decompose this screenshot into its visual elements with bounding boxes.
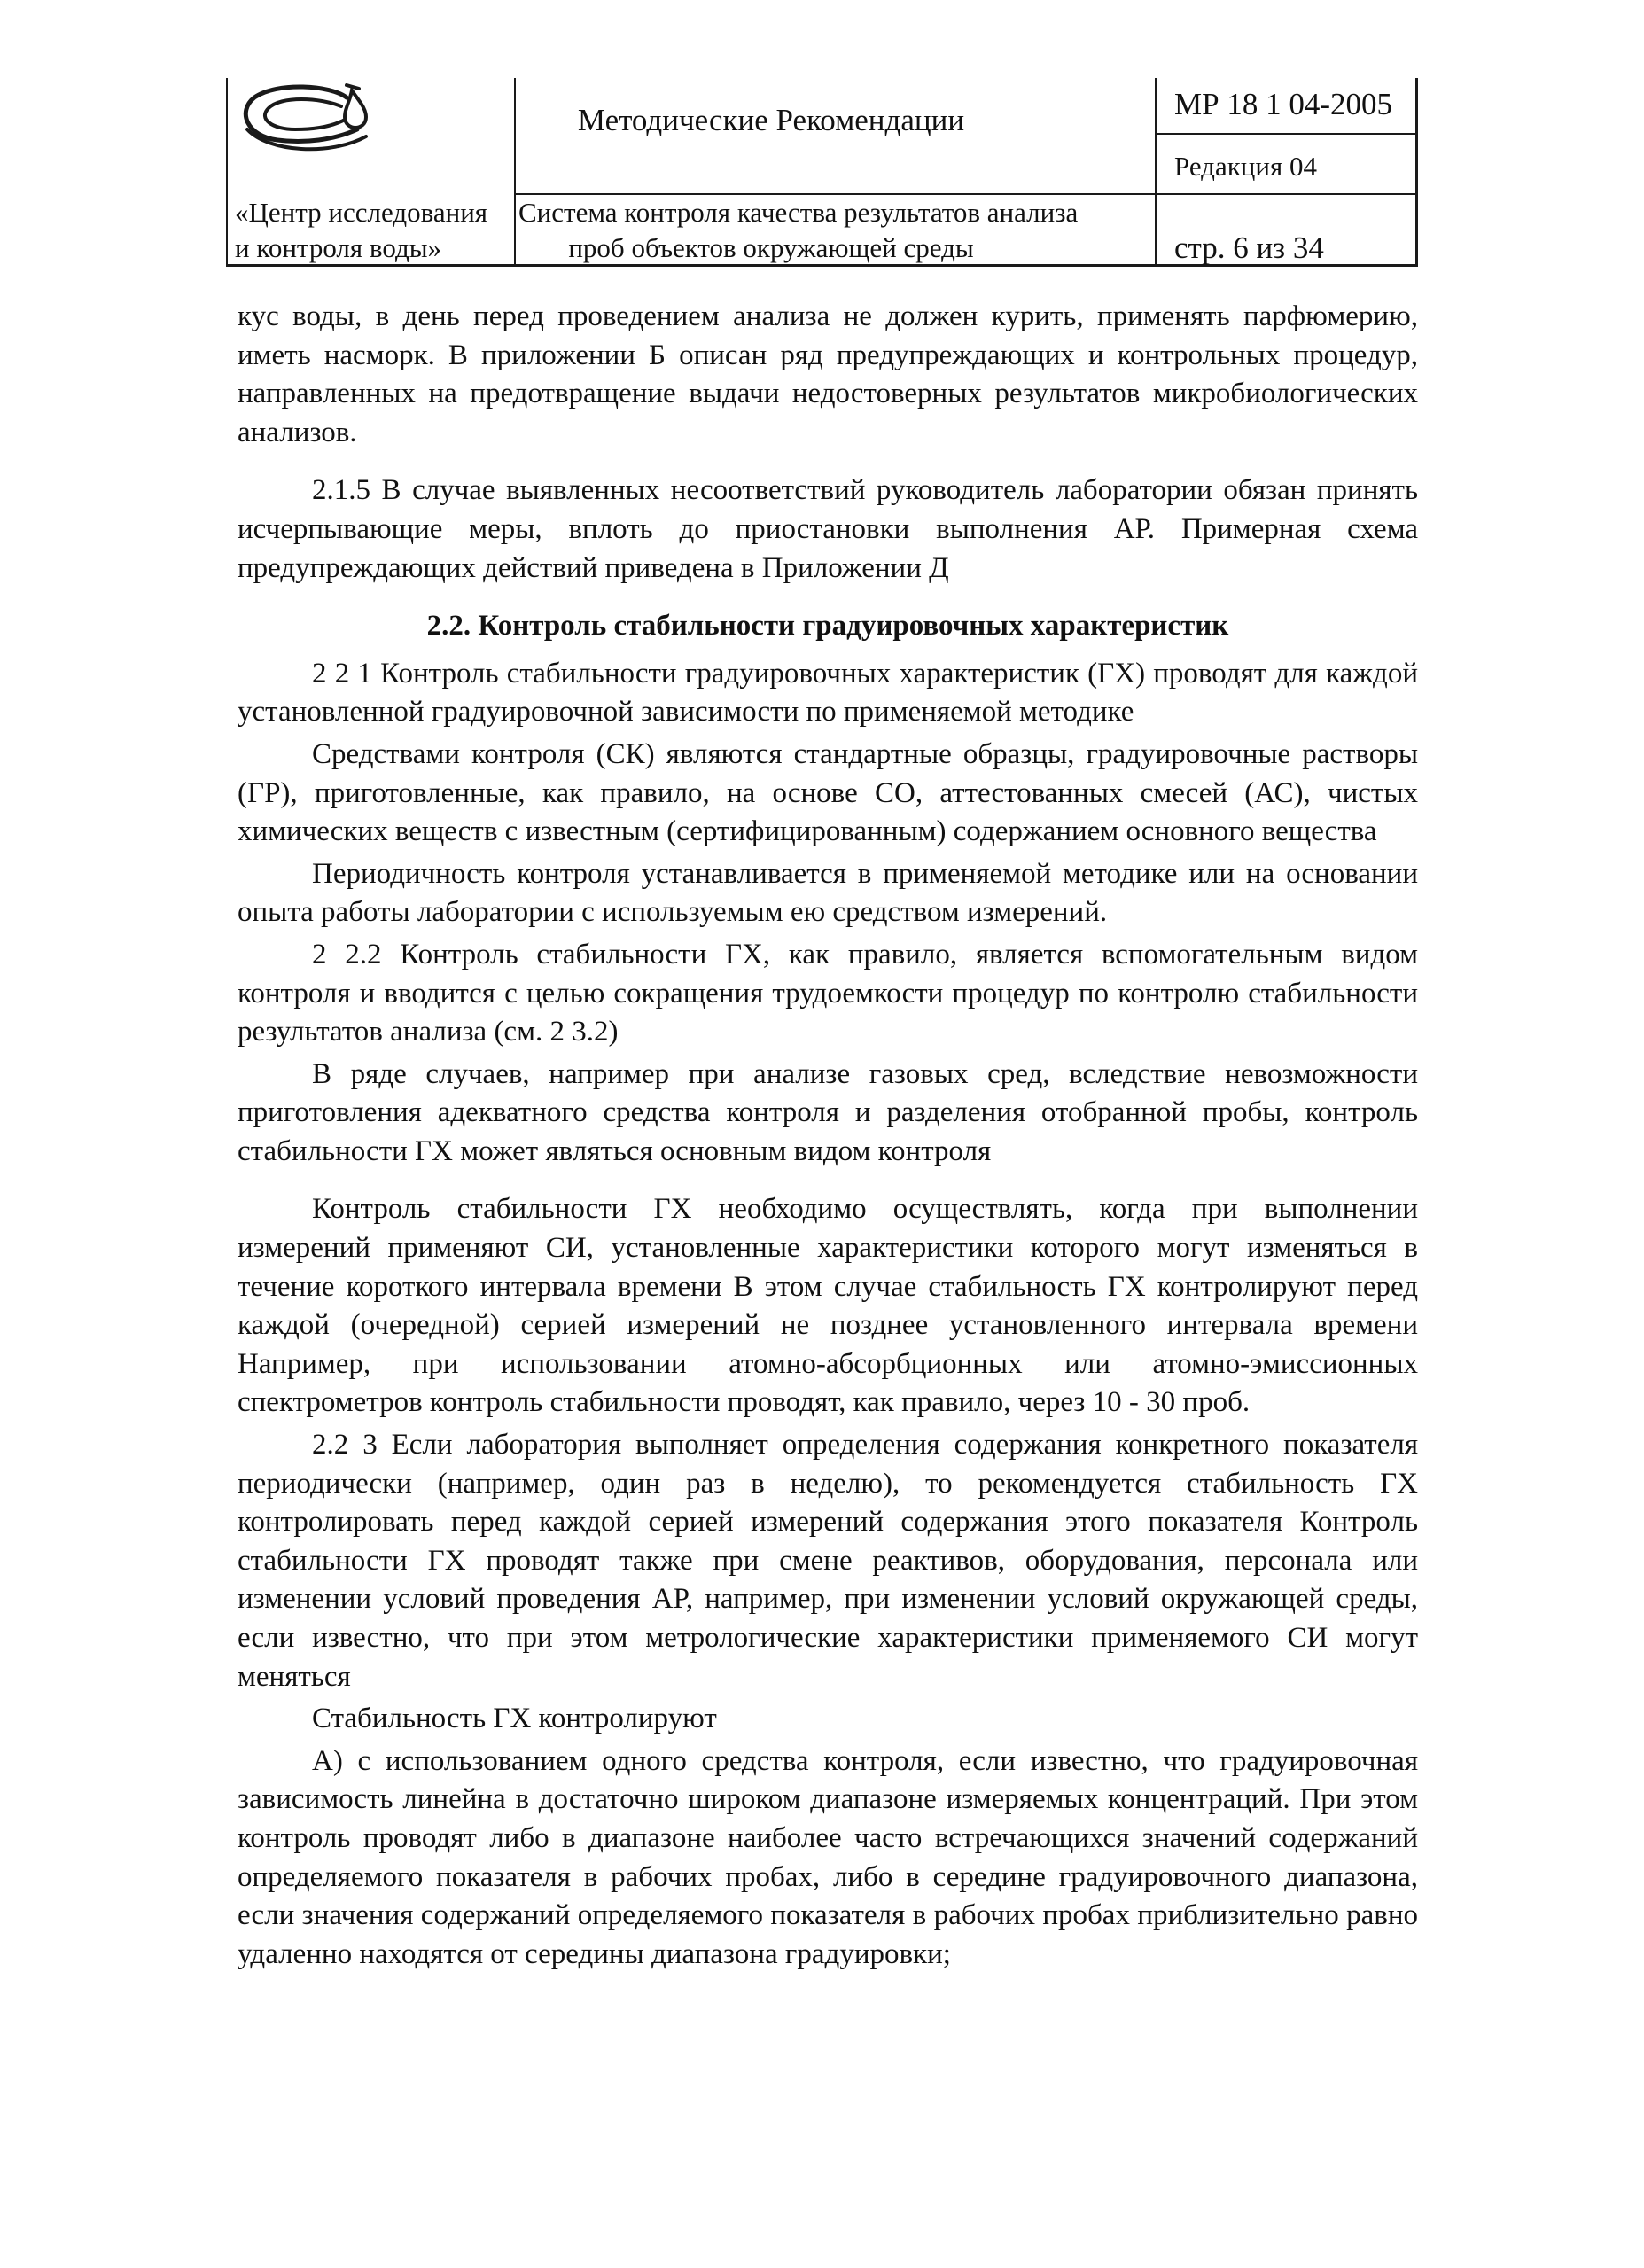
page-number: стр. 6 из 34	[1174, 230, 1324, 265]
header-edition-rule	[1155, 133, 1418, 135]
organization-name-line-1: «Центр исследования	[235, 197, 488, 228]
paragraph-method-a: А) с использованием одного средства контроля, если известно, что градуировочная зависимость линейна в достаточно широком диапазоне измеряемых концентраций. При этом контроль проводят либо в диапазоне наиболее часто встречающихся значений содержаний определяемого показателя в рабочих пробах, либо в середине градуировочного диапазона, если значения содержаний определяемого показателя в рабочих пробах приблизительно равно удаленно находятся от середины диапазона градуировки;	[238, 1744, 1418, 1970]
organization-name	[235, 195, 487, 266]
paragraph-gas-media: В ряде случаев, например при анализе газовых сред, вследствие невозможности приготовления адекватного средства контроля и разделения отобранной пробы, контроль стабильности ГХ может являться основным видом контроля	[238, 1057, 1418, 1167]
section-heading-2-2: 2.2. Контроль стабильности градуировочных характеристик	[426, 610, 1229, 643]
header-left-border	[226, 78, 228, 266]
paragraph-2-1-5: 2.1.5 В случае выявленных несоответствий руководитель лаборатории обязан принять исчерпывающие меры, вплоть до приостановки выполнения АР. Примерная схема предупреждающих действий приведена в Приложении Д	[238, 474, 1418, 584]
header-right-border	[1415, 78, 1418, 266]
document-type: Методические Рекомендации	[577, 103, 965, 137]
document-title	[518, 195, 1079, 266]
water-center-logo-icon	[242, 78, 375, 160]
document-title-line-2: проб объектов окружающей среды	[568, 232, 974, 263]
paragraph-stability-control: Контроль стабильности ГХ необходимо осуществлять, когда при выполнении измерений применяют СИ, установленные характеристики которого могут изменяться в течение короткого интервала времени В этом случае стабильность ГХ контролируют перед каждой (очередной) серией измерений не позднее установленного интервала времени Например, при использовании атомно-абсорбционных или атомно-эмиссионных спектрометров контроль стабильности проводят, как правило, через 10 - 30 проб.	[238, 1193, 1418, 1419]
document-header	[226, 78, 1418, 266]
header-divider-2	[1155, 78, 1157, 266]
paragraph-2-2-1: 2 2 1 Контроль стабильности градуировочных характеристик (ГХ) проводят для каждой установленной градуировочной зависимости по применяемой методике	[238, 657, 1418, 729]
header-divider-1	[514, 78, 516, 266]
paragraph-2-2-3: 2.2 3 Если лаборатория выполняет определения содержания конкретного показателя периодически (например, один раз в неделю), то рекомендуется стабильность ГХ контролировать перед каждой серией измерений содержания этого показателя Контроль стабильности ГХ проводят также при смене реактивов, оборудования, персонала или изменении условий проведения АР, например, при изменении условий окружающей среды, если известно, что при этом метрологические характеристики применяемого СИ могут меняться	[238, 1429, 1418, 1693]
organization-name-line-2: и контроля воды»	[235, 232, 442, 263]
paragraph-stability-methods: Стабильность ГХ контролируют	[312, 1703, 717, 1735]
paragraph-periodicity: Периодичность контроля устанавливается в применяемой методике или на основании опыта работы лаборатории с используемым ею средством измерений.	[238, 857, 1418, 929]
paragraph-2-2-2: 2 2.2 Контроль стабильности ГХ, как правило, является вспомогательным видом контроля и вводится с целью сокращения трудоемкости процедур по контролю стабильности результатов анализа (см. 2 3.2)	[238, 938, 1418, 1048]
paragraph-control-means: Средствами контроля (СК) являются стандартные образцы, градуировочные растворы (ГР), приготовленные, как правило, на основе СО, аттестованных смесей (АС), чистых химических веществ с известным (сертифицированным) содержанием основного вещества	[238, 737, 1418, 848]
paragraph-1: кус воды, в день перед проведением анализа не должен курить, применять парфюмерию, иметь насморк. В приложении Б описан ряд предупреждающих и контрольных процедур, направленных на предотвращение выдачи недостоверных результатов микробиологических анализов.	[238, 300, 1418, 448]
document-edition: Редакция 04	[1174, 151, 1317, 182]
document-title-line-1: Система контроля качества результатов анализа	[518, 197, 1079, 228]
document-body	[238, 298, 1418, 1974]
document-number: МР 18 1 04-2005	[1174, 87, 1392, 121]
